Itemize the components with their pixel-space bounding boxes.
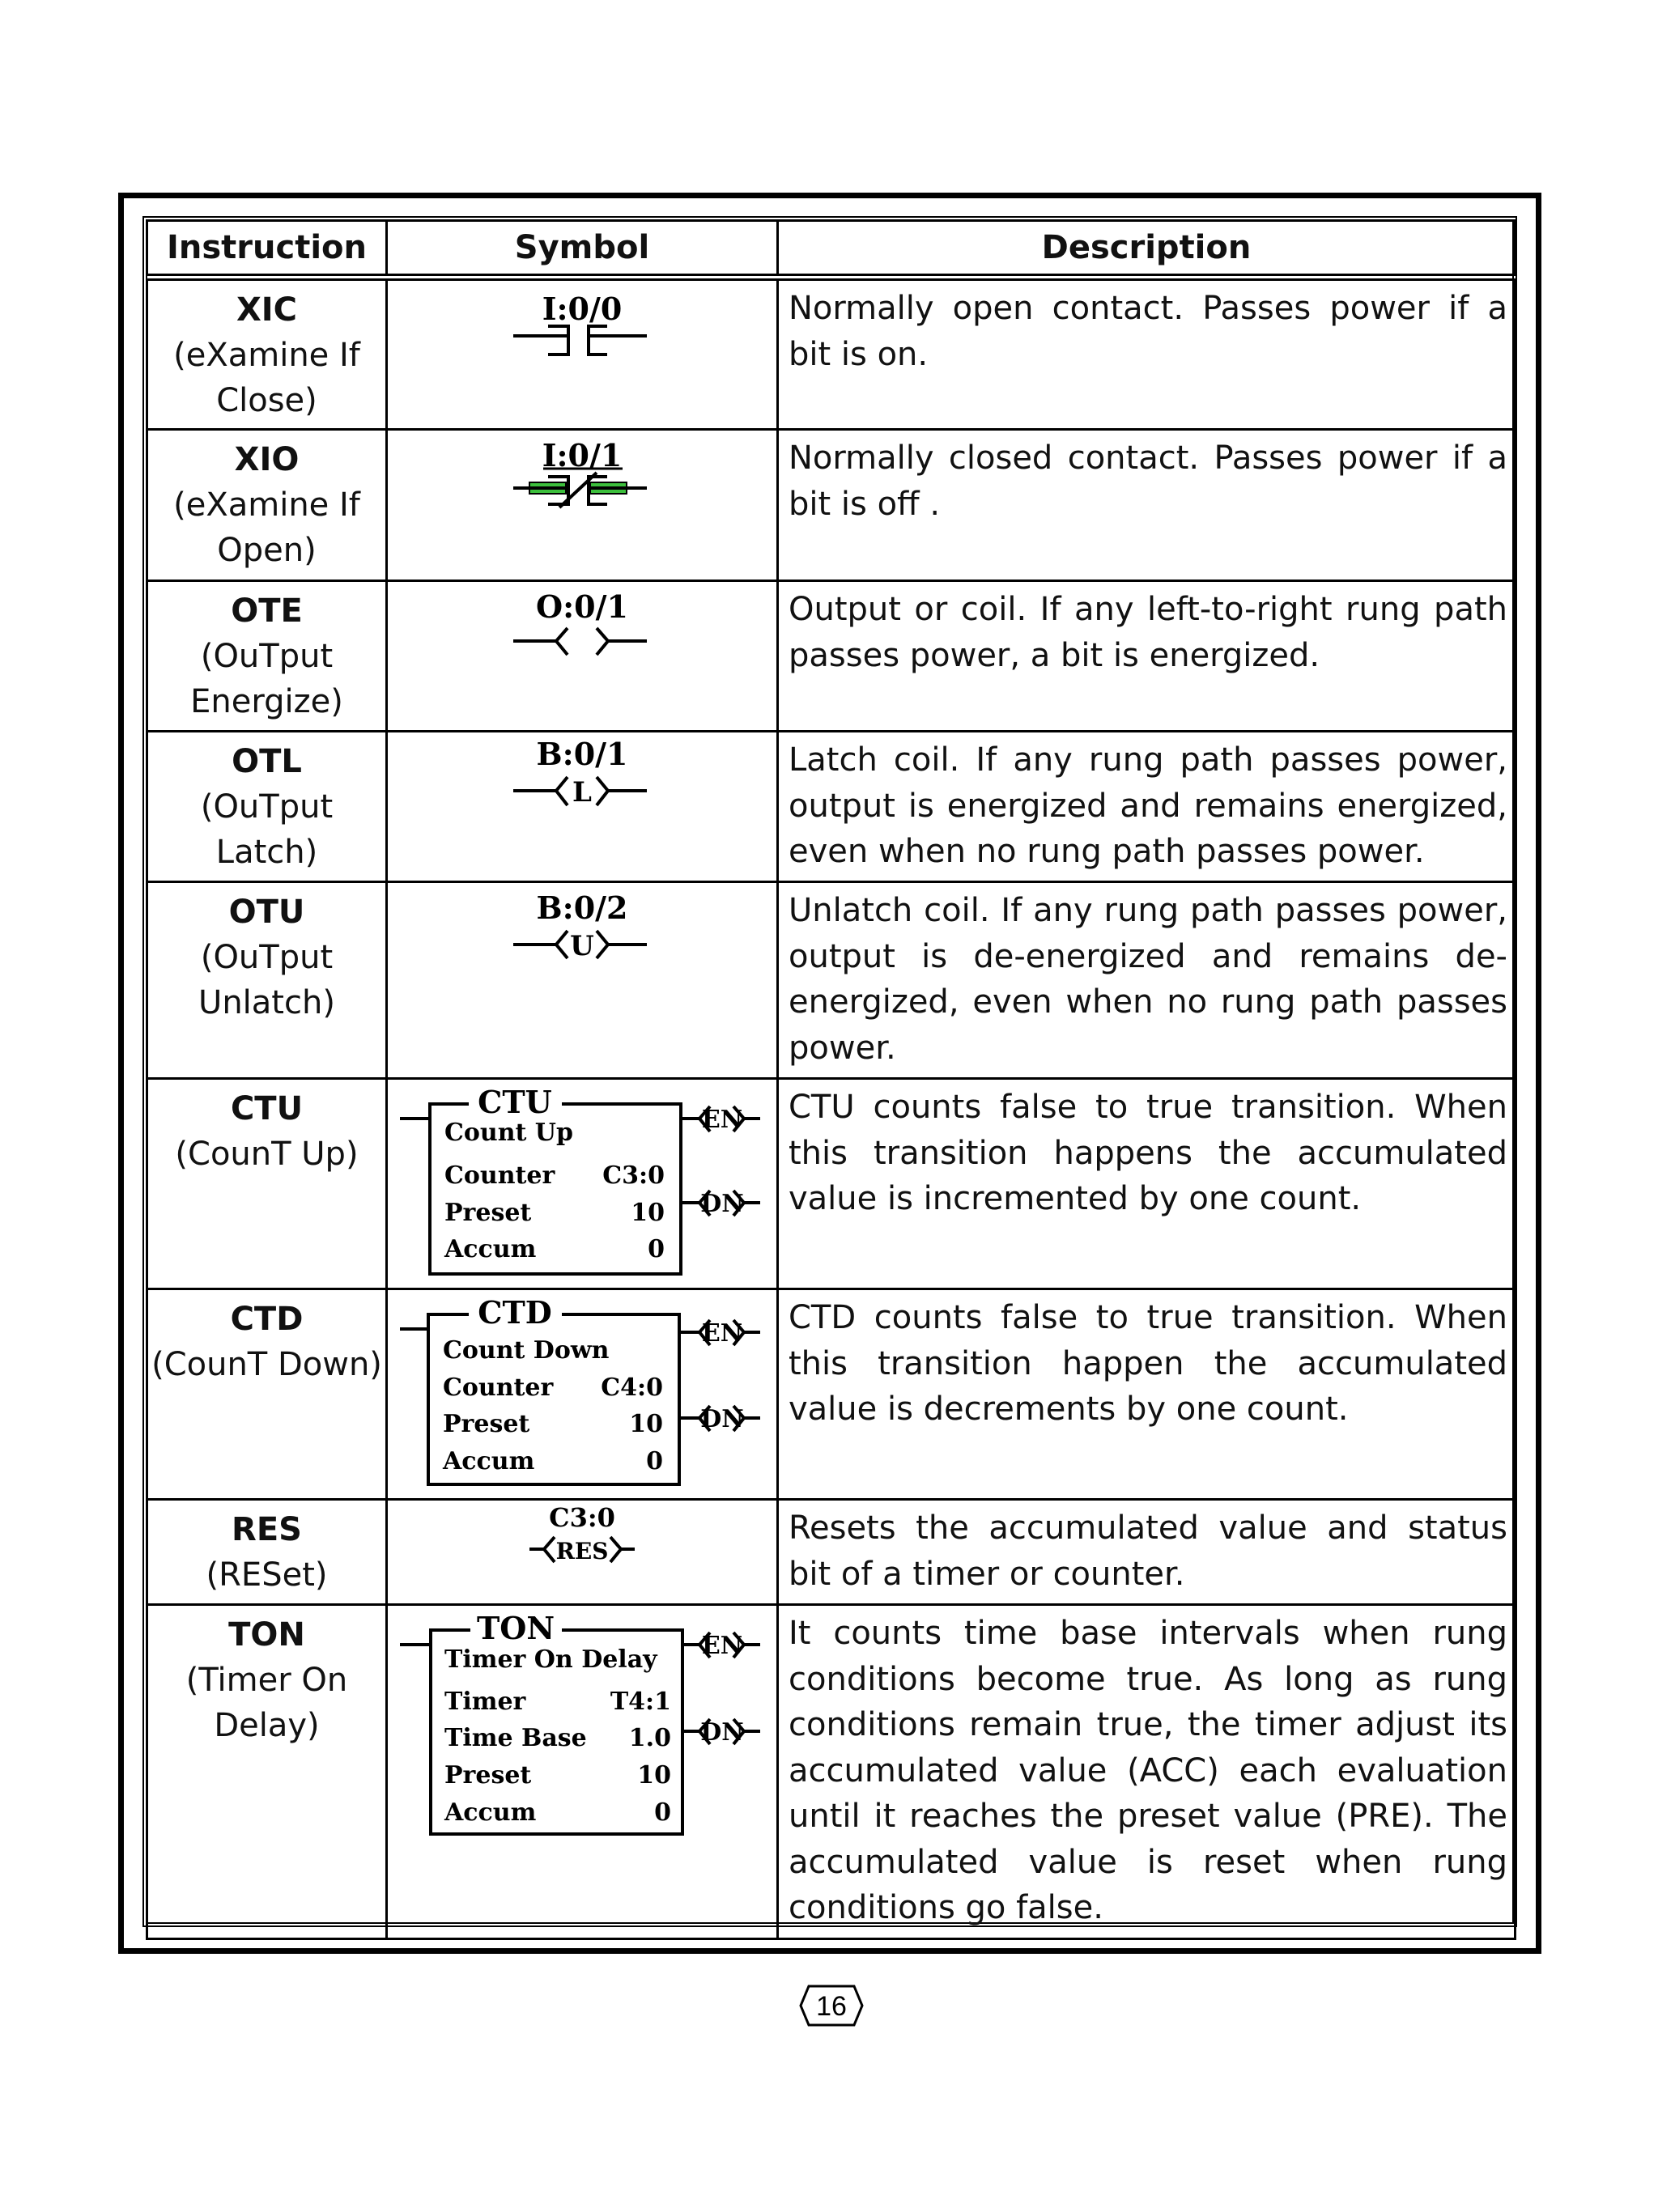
instruction-cell <box>147 1500 387 1605</box>
symbol-cell <box>387 882 778 1079</box>
instruction-name: (OuTput Energize) <box>190 638 343 720</box>
symbol-address: C3:0 <box>549 1502 615 1533</box>
description-cell: Normally open contact. Passes power if a bit is on. <box>778 278 1516 430</box>
ctu-block-symbol <box>388 1080 779 1288</box>
en-output: EN <box>701 1632 743 1660</box>
description-cell: Latch coil. If any rung path passes power, output is energized and remains energized, even when no rung path passes power. <box>778 732 1516 882</box>
instruction-name: (CounT Down) <box>151 1346 382 1383</box>
table-row <box>147 882 1516 1079</box>
symbol-address: I:0/1 <box>542 437 623 473</box>
instruction-code: XIC <box>236 291 298 329</box>
block-title: TON <box>476 1610 555 1646</box>
instruction-cell <box>147 278 387 430</box>
table-row <box>147 278 1516 430</box>
table-row <box>147 581 1516 732</box>
description-cell: Output or coil. If any left-to-right rung path passes power, a bit is energized. <box>778 581 1516 732</box>
field-label: Preset <box>443 1410 530 1438</box>
instruction-cell <box>147 581 387 732</box>
header-instruction: Instruction <box>147 221 387 278</box>
instruction-table <box>146 219 1516 1940</box>
dn-output: DN <box>700 1718 744 1747</box>
field-label: Counter <box>443 1373 554 1402</box>
instruction-name: (OuTput Unlatch) <box>198 939 335 1021</box>
instruction-code: OTU <box>228 894 305 931</box>
page-number: 16 <box>816 1991 847 2022</box>
symbol-cell <box>387 1289 778 1500</box>
block-title: CTU <box>478 1084 552 1120</box>
symbol-cell <box>387 1079 778 1289</box>
description-cell: Resets the accumulated value and status bit of a timer or counter. <box>778 1500 1516 1605</box>
instruction-code: TON <box>228 1616 305 1654</box>
instruction-cell <box>147 1605 387 1939</box>
field-value: 0 <box>646 1447 663 1475</box>
unlatch-coil-symbol <box>388 883 779 1077</box>
field-label: Counter <box>444 1161 555 1190</box>
table-row <box>147 1289 1516 1500</box>
ctd-block-symbol <box>388 1290 779 1498</box>
field-value: 0 <box>648 1235 665 1263</box>
symbol-address: B:0/1 <box>536 736 628 772</box>
symbol-cell <box>387 1605 778 1939</box>
field-label: Accum <box>444 1798 537 1827</box>
field-value: 10 <box>629 1410 663 1438</box>
table-row <box>147 1079 1516 1289</box>
symbol-cell <box>387 1500 778 1605</box>
field-value: T4:1 <box>610 1688 671 1716</box>
table-row <box>147 1605 1516 1939</box>
field-label: Timer <box>444 1688 526 1716</box>
instruction-code: OTE <box>231 592 303 630</box>
field-label: Accum <box>443 1447 535 1475</box>
instruction-name: (RESet) <box>206 1556 328 1594</box>
latch-coil-symbol <box>388 732 779 881</box>
instruction-cell <box>147 430 387 581</box>
instruction-name: (OuTput Latch) <box>200 788 334 871</box>
instruction-name: (eXamine If Close) <box>173 337 360 419</box>
symbol-cell <box>387 430 778 581</box>
reset-symbol <box>388 1501 779 1603</box>
field-value: 10 <box>631 1199 665 1227</box>
coil-letter: L <box>572 776 592 809</box>
instruction-cell <box>147 1079 387 1289</box>
symbol-address: B:0/2 <box>536 889 628 926</box>
coil-letter: U <box>570 930 594 962</box>
instruction-code: CTU <box>230 1090 304 1127</box>
description-cell: CTD counts false to true transition. When this transition happen the accumulated value is decrements by one count. <box>778 1289 1516 1500</box>
dn-output: DN <box>700 1190 744 1218</box>
field-label: Preset <box>444 1199 532 1227</box>
description-cell: CTU counts false to true transition. When this transition happens the accumulated value is incremented by one count. <box>778 1079 1516 1289</box>
page-number-badge <box>799 1985 864 2027</box>
field-value: 10 <box>637 1761 671 1790</box>
en-output: EN <box>701 1319 743 1348</box>
field-value: C4:0 <box>601 1373 663 1402</box>
block-subtitle: Count Down <box>443 1336 610 1365</box>
en-output: EN <box>701 1106 743 1134</box>
no-contact-symbol <box>388 281 779 428</box>
instruction-code: CTD <box>230 1301 304 1338</box>
instruction-cell <box>147 1289 387 1500</box>
table-row <box>147 430 1516 581</box>
instruction-code: XIO <box>234 441 300 478</box>
table-row <box>147 1500 1516 1605</box>
field-value: 0 <box>654 1798 671 1827</box>
field-label: Preset <box>444 1761 532 1790</box>
symbol-address: O:0/1 <box>536 588 628 625</box>
header-description: Description <box>778 221 1516 278</box>
instruction-code: OTL <box>232 743 302 780</box>
block-subtitle: Timer On Delay <box>444 1645 657 1674</box>
field-value: 1.0 <box>628 1724 671 1752</box>
instruction-code: RES <box>232 1511 302 1548</box>
output-coil-symbol <box>388 582 779 730</box>
instruction-name: (eXamine If Open) <box>173 486 360 569</box>
nc-contact-symbol <box>388 431 779 580</box>
dn-output: DN <box>700 1405 744 1433</box>
header-symbol: Symbol <box>387 221 778 278</box>
table-row <box>147 732 1516 882</box>
symbol-address: I:0/0 <box>542 291 623 327</box>
field-label: Accum <box>444 1235 537 1263</box>
instruction-cell <box>147 882 387 1079</box>
description-cell: Unlatch coil. If any rung path passes power, output is de-energized and remains de-energized, even when no rung path passes power. <box>778 882 1516 1079</box>
description-cell: Normally closed contact. Passes power if a bit is off . <box>778 430 1516 581</box>
block-title: CTD <box>478 1294 552 1331</box>
instruction-name: (Timer On Delay) <box>185 1662 348 1744</box>
instruction-name: (CounT Up) <box>175 1136 359 1173</box>
field-label: Time Base <box>444 1724 587 1752</box>
field-value: C3:0 <box>602 1161 665 1190</box>
symbol-cell <box>387 732 778 882</box>
ton-block-symbol <box>388 1606 779 1938</box>
symbol-cell <box>387 278 778 430</box>
symbol-cell <box>387 581 778 732</box>
coil-letter: RES <box>555 1538 609 1565</box>
table-header-row <box>147 221 1516 278</box>
block-subtitle: Count Up <box>444 1119 573 1147</box>
description-cell: It counts time base intervals when rung conditions become true. As long as rung conditions remain true, the timer adjust its accumulated value (ACC) each evaluation until it reaches the preset value (PRE). The accumulated value is reset when rung conditions go false. <box>778 1605 1516 1939</box>
instruction-cell <box>147 732 387 882</box>
